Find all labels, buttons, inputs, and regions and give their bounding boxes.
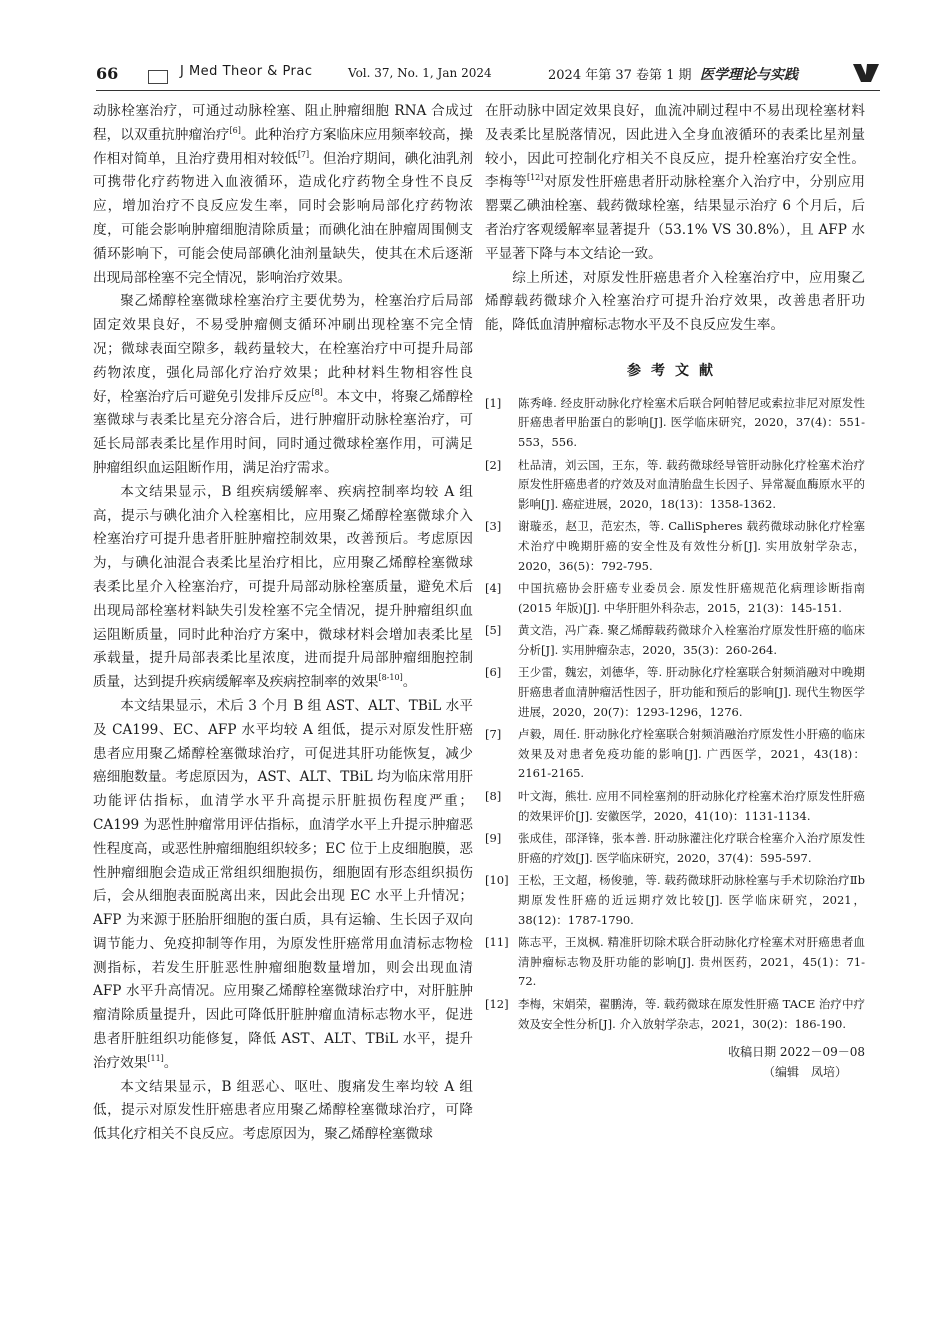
reference-item: [7] 卢毅，周任. 肝动脉化疗栓塞联合射频消融治疗原发性小肝癌的临床效果及对患者免疫功能的影响[J]. 广西医学，2021，43(18)：2161-2165.: [485, 727, 865, 781]
paragraph: 动脉栓塞治疗，可通过动脉栓塞、阻止肿瘤细胞 RNA 合成过程，以双重抗肿瘤治疗[6]。此种治疗方案临床应用频率较高，操作相对简单，且治疗费用相对较低[7]。但治疗期间，碘化油乳剂可携带化疗药物进入血液循环，造成化疗药物全身性不良反应，增加治疗不良反应发生率，同时会影响局部化疗药物浓度，可能会影响肿瘤细胞清除质量；而碘化油在肿瘤周围侧支循环影响下，可能会使局部碘化油剂量缺失，使其在术后逐渐出现局部栓塞不完全情况，影响治疗效果。: [93, 103, 474, 286]
right-column: [485, 100, 865, 1082]
paragraph: 聚乙烯醇栓塞微球栓塞治疗主要优势为，栓塞治疗后局部固定效果良好，不易受肿瘤侧支循环冲刷出现栓塞不完全情况；微球表面空隙多，载药量较大，在栓塞治疗中可提升局部药物浓度，强化局部化疗治疗效果；此种材料生物相容性良好，栓塞治疗后可避免引发排斥反应[8]。本文中，将聚乙烯醇栓塞微球与表柔比星充分溶合后，进行肿瘤肝动脉栓塞治疗，可延长局部表柔比星作用时间，同时通过微球栓塞作用，可满足肿瘤组织血运阻断作用，满足治疗需求。: [93, 293, 474, 476]
reference-item: [4] 中国抗癌协会肝癌专业委员会. 原发性肝癌规范化病理诊断指南(2015 年版)[J]. 中华肝胆外科杂志，2015，21(3)：145-151.: [485, 581, 865, 615]
volume-info-en: Vol. 37, No. 1, Jan 2024: [348, 66, 492, 80]
reference-list: [485, 394, 865, 1034]
reference-item: [3] 谢璇丞，赵卫，范宏杰，等. CalliSpheres 载药微球动脉化疗栓塞术治疗中晚期肝癌的安全性及有效性分析[J]. 实用放射学杂志，2020，36(5)：792-795.: [485, 519, 865, 573]
reference-item: [5] 黄文浩，冯广森. 聚乙烯醇载药微球介入栓塞治疗原发性肝癌的临床分析[J]. 实用肿瘤杂志，2020，35(3)：260-264.: [485, 623, 865, 657]
page-number: 66: [96, 64, 119, 83]
volume-info-cn: 2024 年第 37 卷第 1 期: [548, 68, 692, 83]
running-header: [96, 60, 880, 91]
reference-item: [1] 陈秀峰. 经皮肝动脉化疗栓塞术后联合阿帕替尼或索拉非尼对原发性肝癌患者甲胎蛋白的影响[J]. 医学临床研究，2020，37(4)：551-553，556.: [485, 395, 865, 449]
paragraph: 本文结果显示，术后 3 个月 B 组 AST、ALT、TBiL 水平及 CA199、EC、AFP 水平均较 A 组低，提示对原发性肝癌患者应用聚乙烯醇栓塞微球治疗，可促进其肝功能恢复，减少癌细胞数量。考虑原因为，AST、ALT、TBiL 均为临床常用肝功能评估指标，血清学水平升高提示肝脏损伤程度严重；CA199 为恶性肿瘤常用评估指标，血清学水平上升提示肿瘤恶性程度高，或恶性肿瘤细胞组织较多；EC 位于上皮细胞膜，恶性肿瘤细胞会造成正常组织细胞损伤，细胞固有形态组织损伤后，会从细胞表面脱离出来，因此会出现 EC 水平上升情况；AFP 为来源于胚胎肝细胞的蛋白质，具有运输、生长因子双向调节能力、免疫抑制等作用，为原发性肝癌常用血清标志物检测指标，若发生肝脏恶性肿瘤细胞数量增加，则会出现血清 AFP 水平升高情况。应用聚乙烯醇栓塞微球治疗中，对肝脏肿瘤清除质量提升，因此可降低肝脏肿瘤血清标志物水平，促进患者肝脏组织功能修复，降低 AST、ALT、TBiL 水平，提升治疗效果[11]。: [93, 697, 473, 1071]
reference-item: [8] 叶文海，熊壮. 应用不同栓塞剂的肝动脉化疗栓塞术治疗原发性肝癌的效果评价[J]. 安徽医学，2020，41(10)：1131-1134.: [485, 789, 865, 823]
paragraph: 本文结果显示，B 组恶心、呕吐、腹痛发生率均较 A 组低，提示对原发性肝癌患者应用聚乙烯醇栓塞微球治疗，可降低其化疗相关不良反应。考虑原因为，聚乙烯醇栓塞微球: [93, 1078, 473, 1143]
journal-name-cn: 医学理论与实践: [700, 67, 798, 83]
reference-item: [11] 陈志平，王岚枫. 精准肝切除术联合肝动脉化疗栓塞术对肝癌患者血清肿瘤标志物及肝功能的影响[J]. 贵州医药，2021，45(1)：71-72.: [485, 935, 865, 989]
decorative-box: [148, 70, 168, 84]
journal-logo-icon: [851, 60, 881, 90]
paragraph: 本文结果显示，B 组疾病缓解率、疾病控制率均较 A 组高，提示与碘化油介入栓塞相比，应用聚乙烯醇栓塞微球介入栓塞治疗可提升患者肝脏肿瘤控制效果，改善预后。考虑原因为，与碘化油混合表柔比星治疗相比，应用聚乙烯醇栓塞微球表柔比星介入栓塞治疗，可提升局部动脉栓塞质量，避免术后出现局部栓塞材料缺失引发栓塞不完全情况，提升肿瘤组织血运阻断质量，同时此种治疗方案中，微球材料会增加表柔比星承载量，提升局部表柔比星浓度，进而提升局部肿瘤细胞控制质量，达到提升疾病缓解率及疾病控制率的效果[8-10]。: [93, 483, 473, 691]
references-heading: 参考文献: [627, 362, 723, 379]
reference-item: [9] 张成佳，邵泽锋，张本善. 肝动脉灌注化疗联合栓塞介入治疗原发性肝癌的疗效[J]. 医学临床研究，2020，37(4)：595-597.: [485, 831, 865, 865]
reference-item: [6] 王少雷，魏宏，刘德华，等. 肝动脉化疗栓塞联合射频消融对中晚期肝癌患者血清肿瘤活性因子，肝功能和预后的影响[J]. 现代生物医学进展，2020，20(7)：1293-1296，1276.: [485, 665, 865, 719]
received-date: 收稿日期 2022－09－08: [728, 1045, 865, 1060]
reference-item: [12] 李梅，宋娟荣，翟鹏涛，等. 载药微球在原发性肝癌 TACE 治疗中疗效及安全性分析[J]. 介入放射学杂志，2021，30(2)：186-190.: [485, 996, 865, 1031]
journal-name-en: J Med Theor & Prac: [180, 64, 313, 79]
paragraph: 综上所述，对原发性肝癌患者介入栓塞治疗中，应用聚乙烯醇载药微球介入栓塞治疗可提升治疗效果，改善患者肝功能，降低血清肿瘤标志物水平及不良反应发生率。: [485, 269, 865, 334]
reference-item: [10] 王松，王文超，杨俊驰，等. 载药微球肝动脉栓塞与手术切除治疗Ⅱb 期原发性肝癌的近远期疗效比较[J]. 医学临床研究，2021，38(12)：1787-1790.: [485, 873, 865, 927]
paragraph: 在肝动脉中固定效果良好，血流冲刷过程中不易出现栓塞材料及表柔比星脱落情况，因此进入全身血液循环的表柔比星剂量较小，因此可控制化疗相关不良反应，提升栓塞治疗安全性。李梅等[12]对原发性肝癌患者肝动脉栓塞介入治疗中，分别应用罂粟乙碘油栓塞、载药微球栓塞，结果显示治疗 6 个月后，后者治疗客观缓解率显著提升（53.1% VS 30.8%），且 AFP 水平显著下降与本文结论一致。: [485, 103, 866, 262]
left-column: [93, 100, 473, 1147]
editor-note: （编辑 凤培）: [762, 1065, 847, 1080]
reference-item: [2] 杜品清，刘云国，王东，等. 载药微球经导管肝动脉化疗栓塞术治疗原发性肝癌患者的疗效及对血清胎盘生长因子、异常凝血酶原水平的影响[J]. 癌症进展，2020，18(13)：1358-1362.: [485, 457, 865, 511]
